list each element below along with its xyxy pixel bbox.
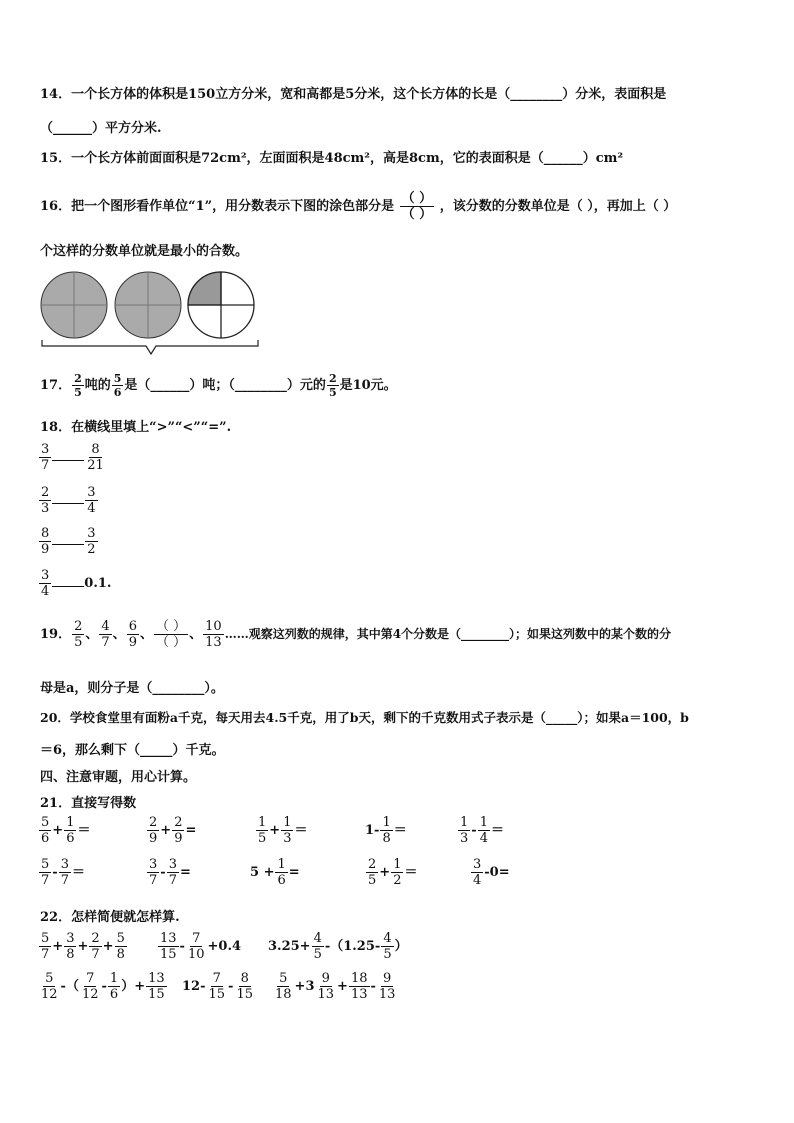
q21-title: 21．直接写得数	[40, 796, 137, 811]
fraction: $\frac{2}{7}$	[91, 931, 100, 962]
answer-line[interactable]	[52, 544, 84, 545]
expr-text: 5 +	[250, 865, 275, 880]
fraction: $\frac{1}{4}$	[479, 815, 488, 846]
answer-line[interactable]	[52, 460, 84, 461]
section-title: 四、注意审题，用心计算。	[40, 770, 197, 785]
q16-line2: 个这样的分数单位就是最小的合数。	[40, 244, 249, 259]
circle-2	[115, 272, 181, 338]
brace	[42, 340, 258, 354]
q17-num: 17．	[40, 378, 72, 393]
q16-frac-bottom: （ ）	[401, 207, 433, 222]
q16-post: ，该分数的分数单位是（ ），再加上（ ）	[439, 199, 677, 214]
expression	[38, 816, 90, 845]
expr-text: ）	[394, 939, 408, 954]
expression	[255, 816, 307, 845]
expr-text: ＝	[490, 823, 504, 838]
expr-text: +	[160, 823, 172, 838]
q17-t3: 是10元。	[339, 378, 397, 393]
fraction: $\frac{3}{8}$	[66, 931, 75, 962]
fraction: $\frac{9}{13}$	[317, 971, 335, 1002]
expression	[146, 858, 191, 887]
expr-text: +	[379, 865, 391, 880]
q17-line	[40, 373, 397, 398]
fraction: $\frac{2}{5}$	[368, 857, 377, 888]
expr-text: +	[102, 939, 114, 954]
q19-line1: 19． $\frac{2}{5}$ 、 $\frac{4}{7}$ 、 $\frac{6}{9}$ 、 $\frac{( )}{( )}$ 、 $\frac{10}{13}$ ……观察这列数的规律，其中第4个分数是（________）；如果这列数中的某个数的分	[40, 619, 672, 650]
expr-text: ＝	[393, 823, 407, 838]
q18-row-4: $\frac{3}{4}$ 0.1.	[41, 568, 112, 599]
fraction: $\frac{5}{7}$	[41, 857, 50, 888]
fraction: $\frac{1}{6}$	[277, 857, 286, 888]
expr-text: ＝	[77, 823, 91, 838]
expr-text: ）+	[121, 979, 146, 994]
expression	[268, 932, 408, 961]
fraction: $\frac{5}{6}$	[41, 815, 50, 846]
fraction: $\frac{1}{3}$	[283, 815, 292, 846]
q18-title: 18．在横线里填上“>”“<”“=”.	[40, 420, 232, 435]
expr-text: +	[52, 939, 64, 954]
expr-text: 12-	[182, 979, 206, 994]
q18-row-3: $\frac{8}{9}$ $\frac{3}{2}$	[41, 526, 96, 557]
expr-text: +0.4	[207, 939, 242, 954]
q20-line1: 20．学校食堂里有面粉a千克，每天用去4.5千克，用了b天，剩下的千克数用式子表示是（_____）；如果a＝100，b	[40, 710, 689, 725]
expr-text: -	[471, 823, 477, 838]
fraction: $\frac{5}{12}$	[41, 971, 58, 1002]
expression	[38, 932, 128, 961]
q14-line1: 14．一个长方体的体积是150立方分米，宽和高都是5分米，这个长方体的长是（________）分米，表面积是	[40, 87, 667, 102]
fraction: $\frac{7}{10}$	[187, 931, 205, 962]
fraction: $\frac{1}{5}$	[258, 815, 267, 846]
fraction: $\frac{5}{8}$	[116, 931, 125, 962]
q22-title: 22．怎样简便就怎样算.	[40, 910, 180, 925]
fraction: $\frac{1}{2}$	[393, 857, 402, 888]
fraction: $\frac{1}{8}$	[382, 815, 391, 846]
expr-text: -	[160, 865, 166, 880]
q16-line1	[40, 192, 676, 221]
fraction: $\frac{5}{18}$	[275, 971, 292, 1002]
expr-text: +	[269, 823, 281, 838]
expr-text: 1-	[365, 823, 380, 838]
fraction: $\frac{18}{13}$	[350, 971, 368, 1002]
fraction: $\frac{3}{7}$	[168, 857, 177, 888]
expression	[38, 858, 85, 887]
expr-text: -	[52, 865, 58, 880]
expr-text: =	[179, 865, 191, 880]
expr-text: +	[77, 939, 89, 954]
expression	[470, 858, 510, 887]
q18-row-1: $\frac{3}{7}$ $\frac{8}{21}$	[41, 442, 104, 473]
expr-text: +	[337, 979, 348, 994]
fraction: $\frac{1}{6}$	[109, 971, 119, 1002]
q16-circles-figure	[38, 268, 266, 360]
expr-text: -	[179, 939, 185, 954]
q17-frac-b: $\frac{5}{6}$	[113, 372, 122, 399]
circle-1	[41, 272, 107, 338]
expression	[250, 858, 300, 887]
fraction: $\frac{3}{7}$	[149, 857, 158, 888]
q15-text: 15．一个长方体前面面积是72cm²，左面面积是48cm²，高是8cm，它的表面积是（______）cm²	[40, 151, 624, 166]
fraction: $\frac{3}{4}$	[473, 857, 482, 888]
fraction: $\frac{3}{7}$	[60, 857, 69, 888]
expr-text: ＝	[71, 865, 85, 880]
expression	[146, 816, 196, 845]
q19-line2: 母是a，则分子是（________）。	[40, 681, 224, 696]
expression	[457, 816, 504, 845]
fraction: $\frac{7}{15}$	[208, 971, 226, 1002]
q16-answer-fraction	[400, 192, 435, 221]
expr-text: +	[52, 823, 64, 838]
expression	[365, 816, 407, 845]
q17-t1: 吨的	[84, 378, 111, 393]
expression	[157, 932, 241, 961]
answer-line[interactable]	[52, 586, 84, 587]
expr-text: ＝	[294, 823, 308, 838]
expr-text: -	[228, 979, 234, 994]
expr-text: ＝	[404, 865, 418, 880]
fraction: $\frac{2}{9}$	[174, 815, 183, 846]
expr-text: -0=	[484, 865, 510, 880]
expr-text: -（1.25-	[324, 939, 381, 954]
expr-text: =	[185, 823, 197, 838]
fraction: $\frac{1}{6}$	[66, 815, 75, 846]
q17-frac-c: $\frac{2}{5}$	[328, 372, 337, 399]
q14-line2: （______）平方分米.	[40, 121, 162, 136]
q16-pre: 16．把一个图形看作单位“1”，用分数表示下图的涂色部分是	[40, 199, 395, 214]
expr-text: -	[370, 979, 376, 994]
fraction: $\frac{2}{9}$	[149, 815, 158, 846]
fraction: $\frac{4}{5}$	[383, 931, 392, 962]
expression	[272, 972, 398, 1001]
q20-line2: ＝6，那么剩下（_____）千克。	[40, 743, 225, 758]
q17-frac-a: $\frac{2}{5}$	[74, 372, 82, 399]
expr-text: =	[288, 865, 300, 880]
fraction: $\frac{1}{3}$	[460, 815, 469, 846]
q19-tail: ……观察这列数的规律，其中第4个分数是（________）；如果这列数中的某个数的分	[224, 627, 672, 641]
fraction: $\frac{5}{7}$	[41, 931, 50, 962]
fraction: $\frac{9}{13}$	[378, 971, 396, 1002]
fraction: $\frac{4}{5}$	[313, 931, 322, 962]
fraction: $\frac{7}{12}$	[81, 971, 99, 1002]
expression	[38, 972, 168, 1001]
expr-text: -（	[60, 979, 79, 994]
q17-t2: 是（______）吨；（________）元的	[124, 378, 326, 393]
circle-3	[188, 272, 254, 338]
expr-text: -	[101, 979, 107, 994]
fraction: $\frac{13}{15}$	[148, 971, 165, 1002]
expr-text: +3	[294, 979, 315, 994]
fraction: $\frac{8}{15}$	[236, 971, 253, 1002]
fraction: $\frac{13}{15}$	[160, 931, 177, 962]
q18-row-2: $\frac{2}{3}$ $\frac{3}{4}$	[41, 485, 96, 516]
q16-frac-top: （ ）	[401, 191, 433, 206]
expression	[365, 858, 417, 887]
answer-line[interactable]	[52, 503, 84, 504]
expression	[182, 972, 256, 1001]
expr-text: 3.25+	[268, 939, 311, 954]
